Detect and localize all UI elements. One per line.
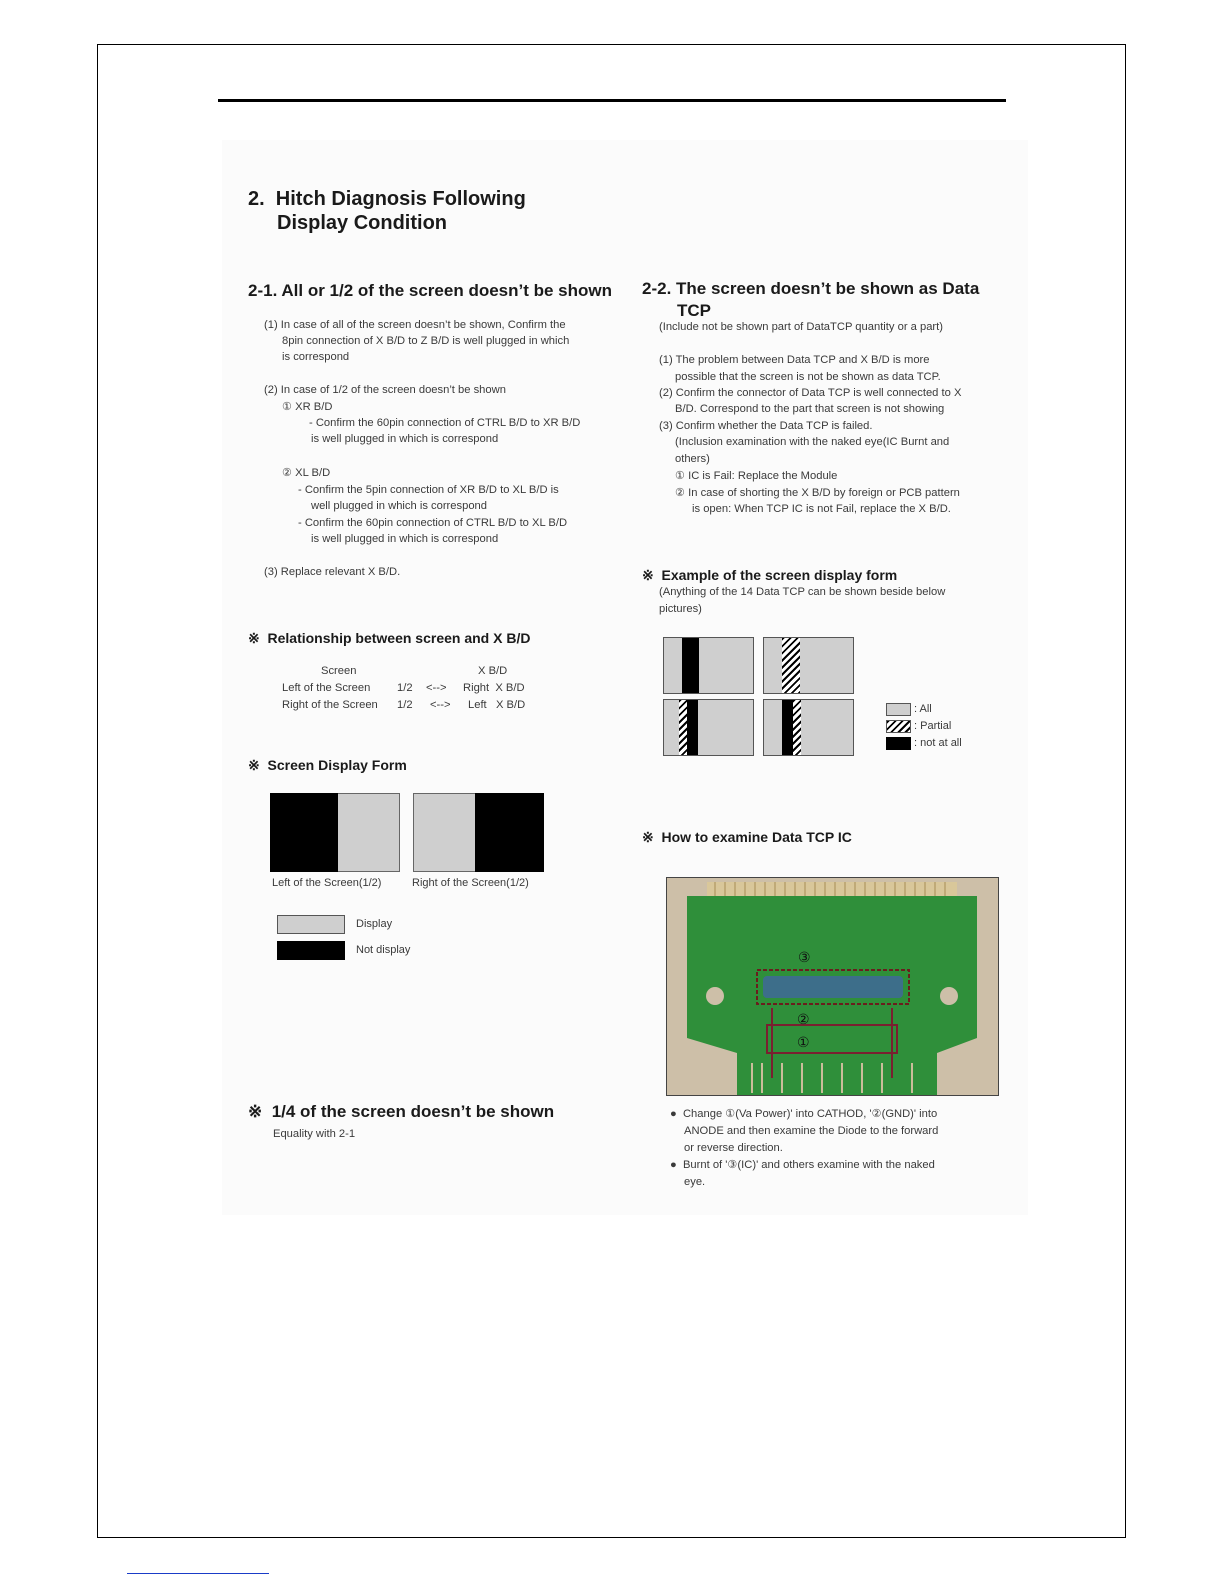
caption-right-screen: Right of the Screen(1/2)	[412, 877, 529, 889]
s21-line: (2) In case of 1/2 of the screen doesn’t be shown	[264, 384, 506, 396]
examine-bullet-line: ● Change ①(Va Power)' into CATHOD, '②(GND)' into	[670, 1108, 938, 1120]
s22-line: (1) The problem between Data TCP and X B/D is more	[659, 354, 930, 366]
s21-line: is well plugged in which is correspond	[311, 533, 499, 545]
relationship-row-arrow: <-->	[430, 699, 451, 711]
relationship-row-xbd: Right X B/D	[463, 682, 525, 694]
example-note-line1: (Anything of the 14 Data TCP can be shown beside below	[659, 586, 946, 598]
examine-bullet-line: ANODE and then examine the Diode to the forward	[684, 1125, 939, 1137]
legend-display-label: Display	[356, 918, 393, 930]
relationship-row-half: 1/2	[397, 699, 413, 711]
s21-line: - Confirm the 5pin connection of XR B/D to XL B/D is	[298, 484, 559, 496]
display-form-title: ※ Screen Display Form	[248, 757, 407, 773]
legend-not-display-swatch	[277, 941, 345, 960]
example-screen-1	[663, 637, 754, 694]
s22-line: ① IC is Fail: Replace the Module	[675, 470, 838, 482]
footer-link-underline[interactable]	[127, 1573, 269, 1574]
s21-line: is well plugged in which is correspond	[311, 433, 499, 445]
relationship-header-screen: Screen	[321, 665, 357, 677]
legend-display-swatch	[277, 915, 345, 934]
s21-line: (3) Replace relevant X B/D.	[264, 566, 401, 578]
photo-label-va-power: ①	[797, 1034, 810, 1050]
photo-label-ic: ③	[798, 949, 811, 965]
s21-title: 2-1. All or 1/2 of the screen doesn’t be shown	[248, 281, 613, 300]
example-title: ※ Example of the screen display form	[642, 567, 898, 583]
s21-line: - Confirm the 60pin connection of CTRL B/D to XL B/D	[298, 517, 568, 529]
relationship-row-screen: Left of the Screen	[282, 682, 371, 694]
tcp-board-illustration	[667, 878, 999, 1096]
examine-bullet-line: or reverse direction.	[684, 1142, 783, 1154]
legend-none-swatch	[886, 737, 911, 750]
example-screen-2	[763, 637, 854, 694]
s22-line: (3) Confirm whether the Data TCP is failed.	[659, 420, 873, 432]
s21-line: - Confirm the 60pin connection of CTRL B/D to XR B/D	[309, 417, 581, 429]
section-title-line1: 2. Hitch Diagnosis Following	[248, 188, 526, 210]
not-at-all-strip	[682, 638, 699, 693]
relationship-row-xbd: Left X B/D	[468, 699, 526, 711]
s21-line: ① XR B/D	[282, 401, 333, 413]
examine-title: ※ How to examine Data TCP IC	[642, 829, 852, 845]
s22-title-line2: TCP	[677, 301, 711, 320]
s22-line: is open: When TCP IC is not Fail, replace the X B/D.	[692, 503, 951, 515]
s22-line: others)	[675, 453, 710, 465]
not-at-all-strip	[782, 700, 793, 755]
s22-line: (Inclusion examination with the naked eye(IC Burnt and	[675, 436, 950, 448]
caption-left-screen: Left of the Screen(1/2)	[272, 877, 382, 889]
quarter-note: Equality with 2-1	[273, 1128, 356, 1140]
s22-title-line1: 2-2. The screen doesn’t be shown as Data	[642, 279, 980, 298]
partial-strip	[782, 638, 800, 693]
relationship-header-xbd: X B/D	[478, 665, 508, 677]
right-screen-not-display	[475, 793, 544, 872]
tcp-ic-photo	[666, 877, 999, 1096]
section-title-line2: Display Condition	[277, 212, 447, 234]
s22-line: possible that the screen is not be shown as data TCP.	[675, 371, 941, 383]
example-screen-3	[663, 699, 754, 756]
not-at-all-strip	[687, 700, 698, 755]
legend-partial-label: : Partial	[914, 720, 952, 732]
legend-all-swatch	[886, 703, 911, 716]
s22-line: B/D. Correspond to the part that screen is not showing	[675, 403, 945, 415]
relationship-row-arrow: <-->	[426, 682, 447, 694]
s21-line: well plugged in which is correspond	[311, 500, 487, 512]
legend-not-display-label: Not display	[356, 944, 411, 956]
header-rule	[218, 99, 1006, 102]
partial-strip	[679, 700, 687, 755]
legend-all-label: : All	[914, 703, 932, 715]
s22-line: (2) Confirm the connector of Data TCP is well connected to X	[659, 387, 962, 399]
example-note-line2: pictures)	[659, 603, 702, 615]
s21-line: ② XL B/D	[282, 467, 331, 479]
relationship-row-screen: Right of the Screen	[282, 699, 378, 711]
s22-line: ② In case of shorting the X B/D by foreign or PCB pattern	[675, 487, 960, 499]
right-screen-display	[413, 793, 475, 872]
left-screen-not-display	[270, 793, 338, 872]
partial-strip	[793, 700, 801, 755]
s22-subtitle: (Include not be shown part of DataTCP quantity or a part)	[659, 321, 943, 333]
left-screen-display	[338, 793, 400, 872]
s21-line: 8pin connection of X B/D to Z B/D is well plugged in which	[282, 335, 570, 347]
relationship-row-half: 1/2	[397, 682, 413, 694]
quarter-title: ※ 1/4 of the screen doesn’t be shown	[248, 1102, 555, 1121]
example-screen-4	[763, 699, 854, 756]
examine-bullet-line: ● Burnt of '③(IC)' and others examine with the naked	[670, 1159, 935, 1171]
s21-line: is correspond	[282, 351, 350, 363]
photo-label-gnd: ②	[797, 1011, 810, 1027]
relationship-title: ※ Relationship between screen and X B/D	[248, 630, 531, 646]
legend-partial-swatch	[886, 720, 911, 733]
s21-line: (1) In case of all of the screen doesn’t be shown, Confirm the	[264, 319, 566, 331]
examine-bullet-line: eye.	[684, 1176, 706, 1188]
legend-none-label: : not at all	[914, 737, 962, 749]
